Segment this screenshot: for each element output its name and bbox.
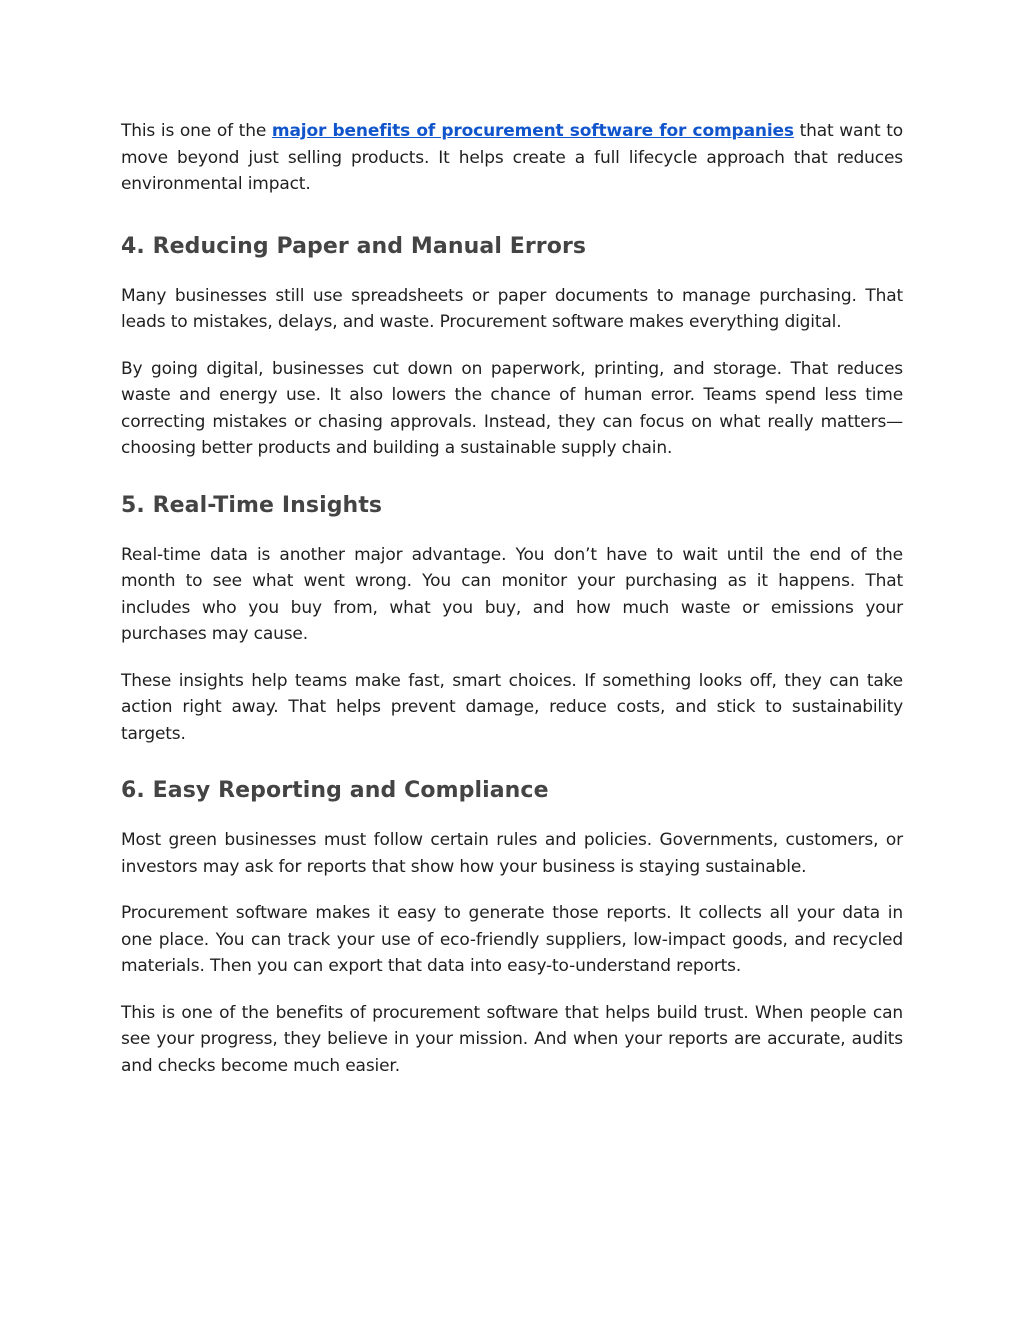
paragraph: These insights help teams make fast, smart choices. If something looks off, they can take action right away. That helps prevent damage, reduce costs, and stick to sustainability targets.	[121, 670, 903, 744]
intro-text-before: This is one of the	[121, 121, 272, 141]
intro-text-after: that want to move beyond just selling products. It helps create a full lifecycle approach that reduces environmental impact.	[121, 121, 903, 194]
paragraph: Procurement software makes it easy to generate those reports. It collects all your data in one place. You can track your use of eco-friendly suppliers, low-impact goods, and recycled materials. Then you can export that data into easy-to-understand reports.	[121, 903, 903, 976]
paragraph: By going digital, businesses cut down on paperwork, printing, and storage. That reduces waste and energy use. It also lowers the chance of human error. Teams spend less time correcting mistakes or chasing approvals. Instead, they can focus on what really matters—choosing better products and building a sustainable supply chain.	[121, 358, 903, 458]
paragraph: Many businesses still use spreadsheets or paper documents to manage purchasing. That leads to mistakes, delays, and waste. Procurement software makes everything digital.	[121, 285, 903, 332]
paragraph: Most green businesses must follow certain rules and policies. Governments, customers, or investors may ask for reports that show how your business is staying sustainable.	[121, 830, 903, 877]
intro-paragraph	[121, 118, 903, 198]
document-page	[121, 118, 903, 1079]
section-heading-reducing-paper: 4. Reducing Paper and Manual Errors	[121, 233, 587, 259]
section-heading-easy-reporting: 6. Easy Reporting and Compliance	[121, 778, 549, 803]
section-heading-real-time-insights: 5. Real-Time Insights	[121, 492, 383, 518]
paragraph: This is one of the benefits of procurement software that helps build trust. When people can see your progress, they believe in your mission. And when your reports are accurate, audits and checks become much easier.	[121, 1002, 903, 1076]
procurement-benefits-link[interactable]: major benefits of procurement software for companies	[271, 121, 794, 141]
paragraph: Real-time data is another major advantage. You don’t have to wait until the end of the month to see what went wrong. You can monitor your purchasing as it happens. That includes who you buy from, what you buy, and how much waste or emissions your purchases may cause.	[121, 544, 903, 644]
